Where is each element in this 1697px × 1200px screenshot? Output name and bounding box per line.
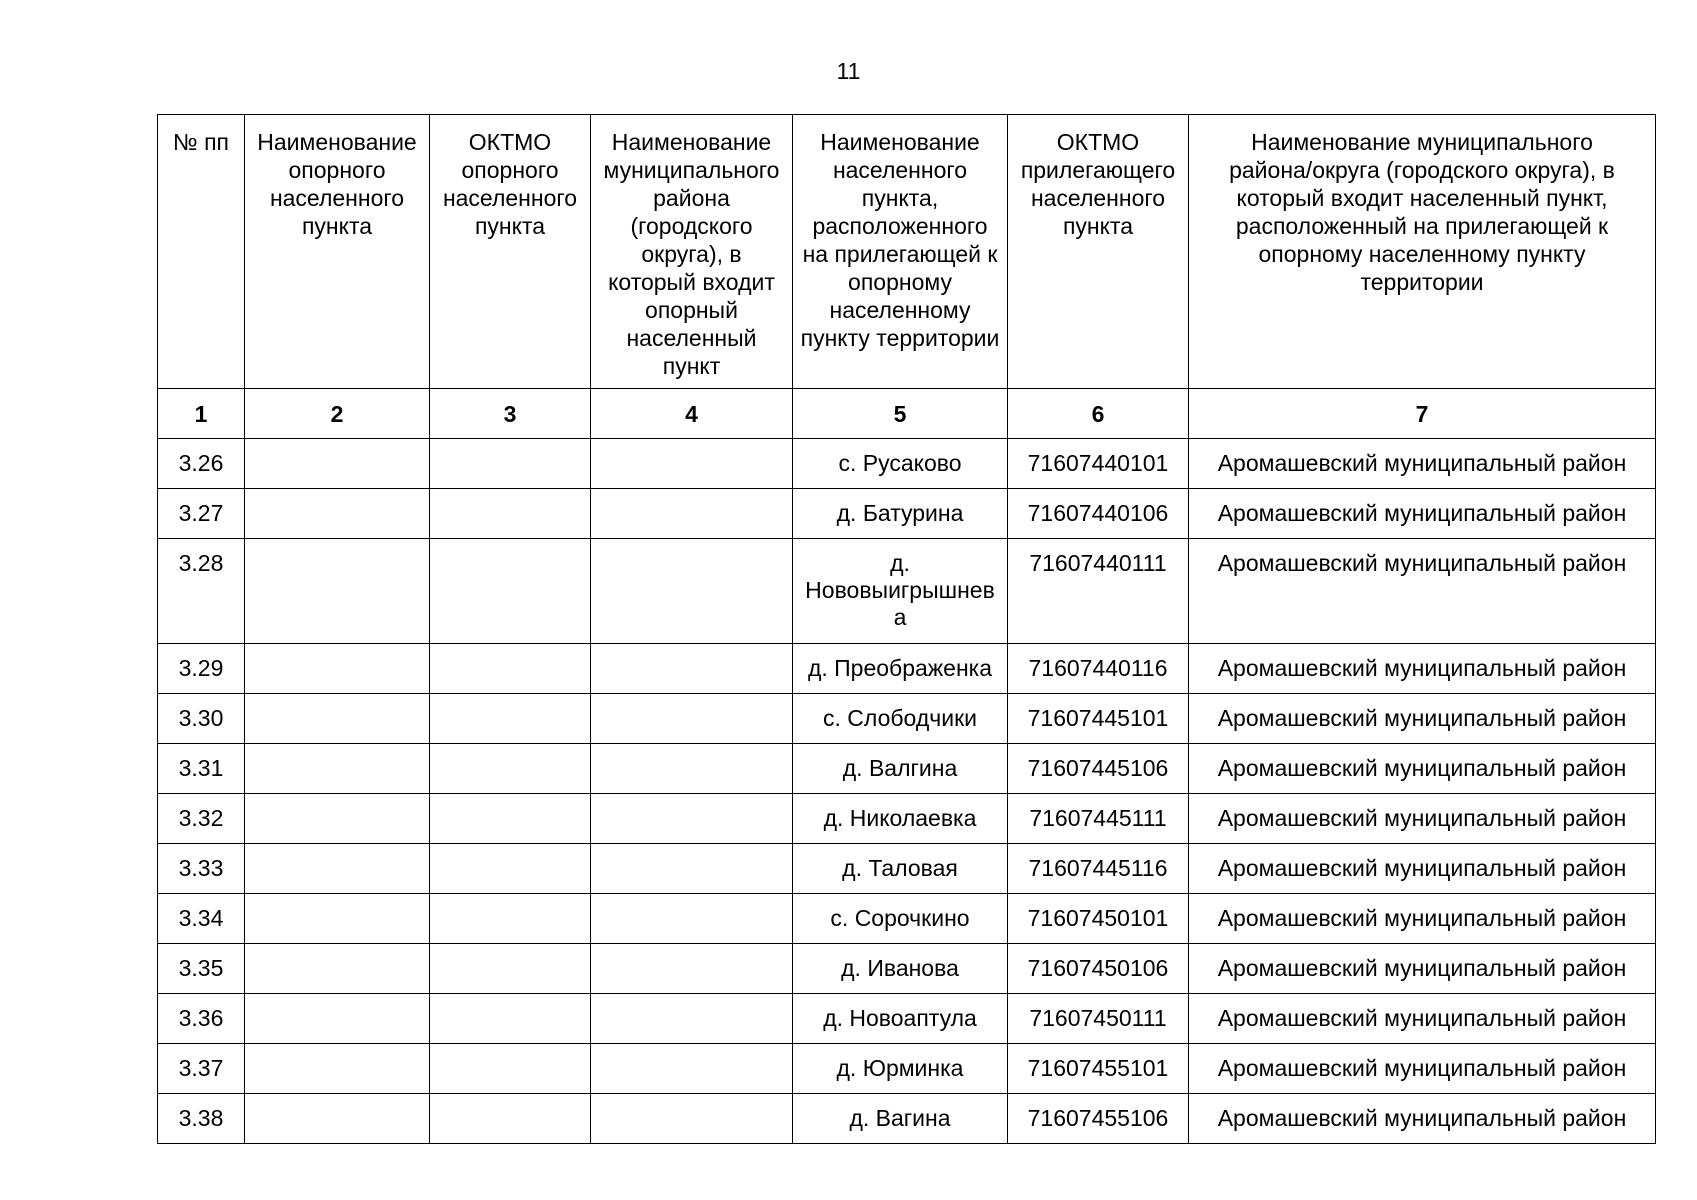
cell-base-settlement [245, 1094, 430, 1144]
cell-base-district [591, 539, 793, 644]
cell-adjacent-oktmo: 71607450101 [1008, 894, 1189, 944]
table-row [158, 844, 1656, 894]
cell-base-oktmo [430, 894, 591, 944]
table-header [158, 115, 1656, 439]
cell-adjacent-settlement: д. Николаевка [793, 794, 1008, 844]
cell-adjacent-oktmo: 71607445101 [1008, 694, 1189, 744]
header-cell-base-district: Наименование муниципального района (городского округа), в который входит опорный населенный пункт [591, 115, 793, 389]
cell-base-district [591, 1044, 793, 1094]
column-numbers-row [158, 389, 1656, 439]
column-number: 5 [793, 389, 1008, 439]
cell-base-oktmo [430, 1044, 591, 1094]
cell-row-number: 3.35 [158, 944, 245, 994]
cell-adjacent-district: Аромашевский муниципальный район [1189, 844, 1656, 894]
cell-base-oktmo [430, 994, 591, 1044]
cell-row-number: 3.28 [158, 539, 245, 644]
cell-adjacent-settlement: д. Новоаптула [793, 994, 1008, 1044]
cell-base-settlement [245, 994, 430, 1044]
table-row [158, 694, 1656, 744]
cell-base-oktmo [430, 794, 591, 844]
cell-adjacent-district: Аромашевский муниципальный район [1189, 439, 1656, 489]
table-row [158, 894, 1656, 944]
cell-adjacent-settlement: д. Таловая [793, 844, 1008, 894]
table-row [158, 539, 1656, 644]
cell-adjacent-oktmo: 71607440106 [1008, 489, 1189, 539]
cell-row-number: 3.31 [158, 744, 245, 794]
cell-row-number: 3.34 [158, 894, 245, 944]
table-body [158, 439, 1656, 1144]
cell-adjacent-settlement: д. Преображенка [793, 644, 1008, 694]
cell-base-district [591, 994, 793, 1044]
cell-adjacent-oktmo: 71607440101 [1008, 439, 1189, 489]
column-number: 3 [430, 389, 591, 439]
cell-adjacent-oktmo: 71607455106 [1008, 1094, 1189, 1144]
cell-row-number: 3.37 [158, 1044, 245, 1094]
cell-adjacent-oktmo: 71607450106 [1008, 944, 1189, 994]
cell-base-settlement [245, 844, 430, 894]
column-number: 4 [591, 389, 793, 439]
table-row [158, 489, 1656, 539]
cell-base-district [591, 1094, 793, 1144]
header-row [158, 115, 1656, 389]
cell-base-district [591, 944, 793, 994]
cell-base-settlement [245, 539, 430, 644]
cell-base-oktmo [430, 644, 591, 694]
cell-adjacent-district: Аромашевский муниципальный район [1189, 794, 1656, 844]
column-number: 7 [1189, 389, 1656, 439]
cell-base-district [591, 644, 793, 694]
cell-base-district [591, 694, 793, 744]
cell-adjacent-district: Аромашевский муниципальный район [1189, 894, 1656, 944]
cell-base-settlement [245, 894, 430, 944]
cell-base-settlement [245, 744, 430, 794]
column-number: 6 [1008, 389, 1189, 439]
cell-adjacent-settlement: д. Батурина [793, 489, 1008, 539]
cell-base-district [591, 744, 793, 794]
cell-base-settlement [245, 944, 430, 994]
cell-adjacent-district: Аромашевский муниципальный район [1189, 694, 1656, 744]
header-cell-base-oktmo: ОКТМО опорного населенного пункта [430, 115, 591, 389]
cell-adjacent-settlement: д. Нововыигрышнев а [793, 539, 1008, 644]
header-cell-adjacent-oktmo: ОКТМО прилегающего населенного пункта [1008, 115, 1189, 389]
cell-base-oktmo [430, 439, 591, 489]
cell-adjacent-settlement: д. Иванова [793, 944, 1008, 994]
cell-base-district [591, 844, 793, 894]
cell-row-number: 3.26 [158, 439, 245, 489]
cell-adjacent-oktmo: 71607445106 [1008, 744, 1189, 794]
cell-base-settlement [245, 489, 430, 539]
header-cell-adjacent-district: Наименование муниципального района/округа (городского округа), в который входит населенный пункт, расположенный на прилегающей к опорному населенному пункту территории [1189, 115, 1656, 389]
cell-row-number: 3.27 [158, 489, 245, 539]
cell-adjacent-settlement: с. Сорочкино [793, 894, 1008, 944]
cell-base-oktmo [430, 694, 591, 744]
table-row [158, 439, 1656, 489]
header-cell-base-settlement: Наименование опорного населенного пункта [245, 115, 430, 389]
table-row [158, 644, 1656, 694]
cell-adjacent-oktmo: 71607455101 [1008, 1044, 1189, 1094]
cell-base-district [591, 439, 793, 489]
cell-base-oktmo [430, 744, 591, 794]
cell-adjacent-settlement: д. Валгина [793, 744, 1008, 794]
cell-base-oktmo [430, 1094, 591, 1144]
table-row [158, 1044, 1656, 1094]
cell-base-district [591, 489, 793, 539]
cell-base-district [591, 794, 793, 844]
column-number: 2 [245, 389, 430, 439]
page-number: 11 [836, 58, 861, 84]
cell-adjacent-oktmo: 71607450111 [1008, 994, 1189, 1044]
cell-adjacent-oktmo: 71607440111 [1008, 539, 1189, 644]
cell-base-oktmo [430, 944, 591, 994]
header-cell-number: № пп [158, 115, 245, 389]
cell-adjacent-district: Аромашевский муниципальный район [1189, 944, 1656, 994]
cell-row-number: 3.33 [158, 844, 245, 894]
cell-adjacent-oktmo: 71607445111 [1008, 794, 1189, 844]
cell-base-settlement [245, 644, 430, 694]
cell-base-oktmo [430, 489, 591, 539]
cell-base-oktmo [430, 844, 591, 894]
cell-adjacent-settlement: с. Слободчики [793, 694, 1008, 744]
cell-base-district [591, 894, 793, 944]
cell-adjacent-district: Аромашевский муниципальный район [1189, 489, 1656, 539]
cell-row-number: 3.38 [158, 1094, 245, 1144]
cell-adjacent-settlement: с. Русаково [793, 439, 1008, 489]
table-row [158, 1094, 1656, 1144]
cell-row-number: 3.36 [158, 994, 245, 1044]
cell-row-number: 3.30 [158, 694, 245, 744]
cell-adjacent-district: Аромашевский муниципальный район [1189, 1044, 1656, 1094]
cell-base-settlement [245, 1044, 430, 1094]
cell-adjacent-district: Аромашевский муниципальный район [1189, 539, 1656, 644]
cell-row-number: 3.32 [158, 794, 245, 844]
table-row [158, 744, 1656, 794]
cell-base-settlement [245, 694, 430, 744]
header-cell-adjacent-settlement: Наименование населенного пункта, расположенного на прилегающей к опорному населенному пункту территории [793, 115, 1008, 389]
cell-base-oktmo [430, 539, 591, 644]
table-row [158, 794, 1656, 844]
cell-adjacent-district: Аромашевский муниципальный район [1189, 994, 1656, 1044]
table-row [158, 944, 1656, 994]
cell-row-number: 3.29 [158, 644, 245, 694]
cell-adjacent-oktmo: 71607445116 [1008, 844, 1189, 894]
cell-adjacent-settlement: д. Вагина [793, 1094, 1008, 1144]
cell-adjacent-oktmo: 71607440116 [1008, 644, 1189, 694]
table-row [158, 994, 1656, 1044]
cell-adjacent-district: Аромашевский муниципальный район [1189, 1094, 1656, 1144]
cell-base-settlement [245, 794, 430, 844]
cell-base-settlement [245, 439, 430, 489]
cell-adjacent-district: Аромашевский муниципальный район [1189, 644, 1656, 694]
cell-adjacent-settlement: д. Юрминка [793, 1044, 1008, 1094]
column-number: 1 [158, 389, 245, 439]
cell-adjacent-district: Аромашевский муниципальный район [1189, 744, 1656, 794]
settlements-table [157, 114, 1656, 1144]
